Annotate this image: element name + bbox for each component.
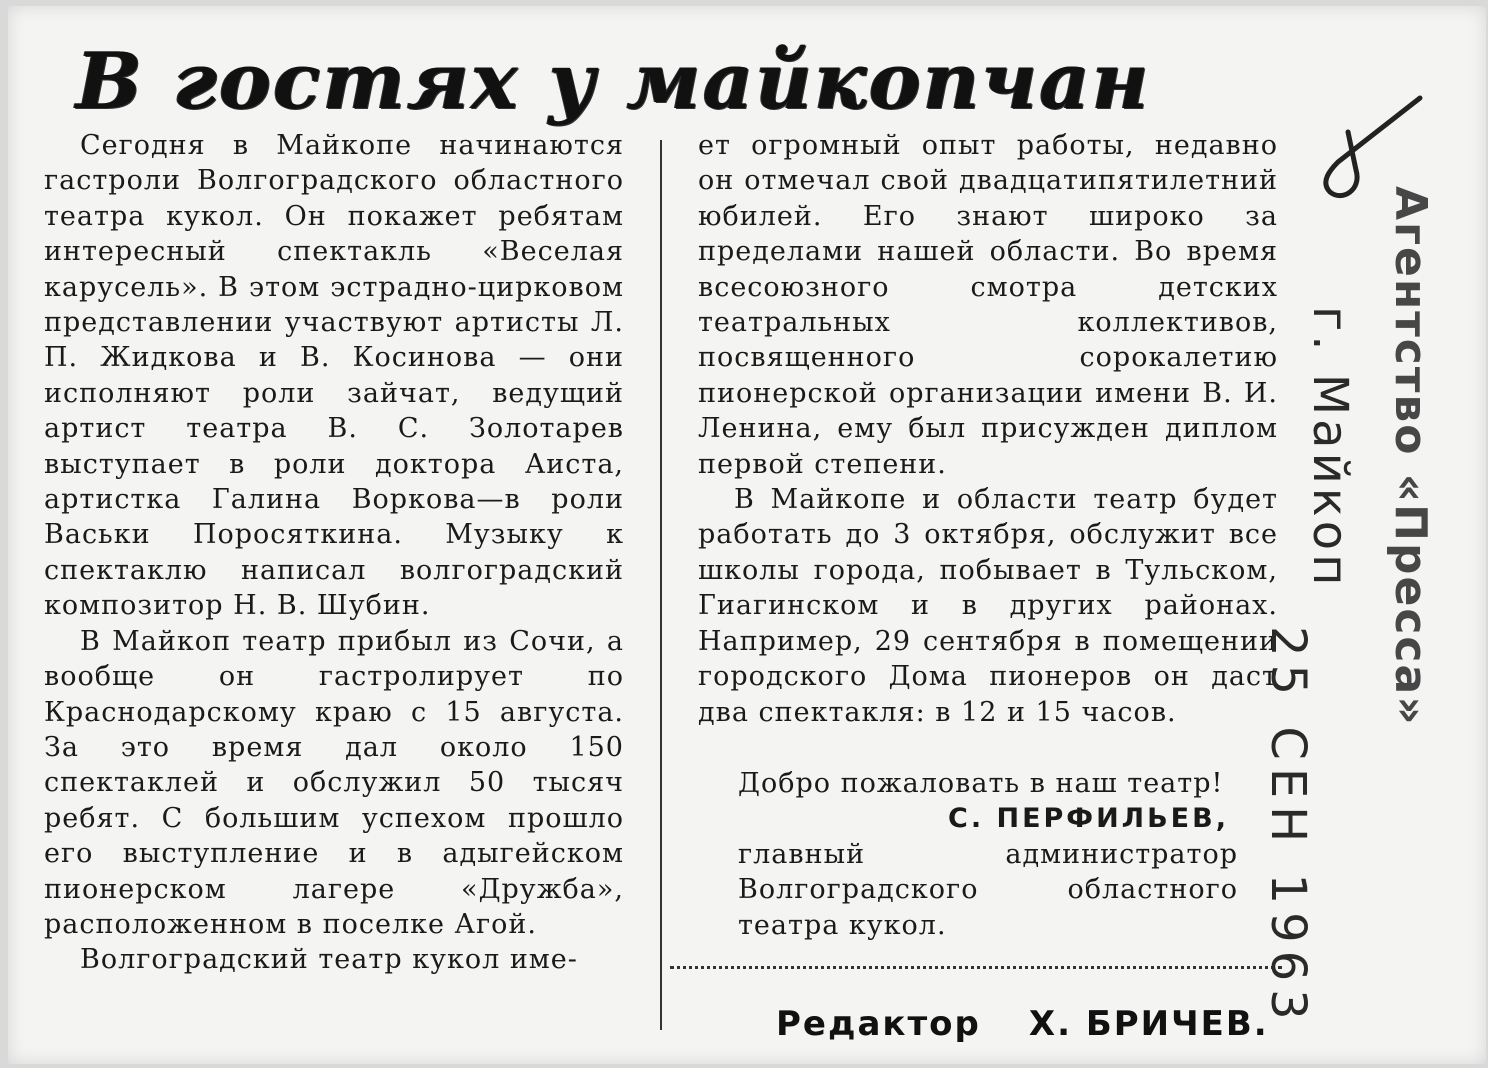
editor-name: Х. БРИЧЕВ. <box>1028 1004 1269 1044</box>
right-column <box>698 128 1278 730</box>
agency-stamp: Агентство «Пресса» <box>1385 186 1436 727</box>
editor-line <box>776 1002 1276 1046</box>
article-paragraph: Сегодня в Майкопе начинаются гастроли Волгоградского областного театра кукол. Он покажет ребятам интересный спектакль «Веселая карусель». В этом эстрадно-цирковом представлении участвуют артисты Л. П. Жидкова и В. Косинова — они исполняют роли зайчат, ведущий артист театра В. С. Золотарев выступает в роли доктора Аиста, артистка Галина Воркова—в роли Васьки Поросяткина. Музыку к спектаклю написал волгоградский композитор Н. В. Шубин. <box>44 130 624 622</box>
city-stamp: г. Майкоп <box>1302 306 1358 590</box>
newspaper-clipping <box>8 6 1486 1064</box>
editor-label: Редактор <box>776 1004 981 1044</box>
closing-greeting: Добро пожаловать в наш театр! <box>738 768 1224 799</box>
article-paragraph: В Майкопе и области театр будет работать до 3 октября, обслужит все школы города, побывает в Тульском, Гиагинском и в других районах. Например, 29 сентября в помещении городского Дома пионеров он даст два спектакля: в 12 и 15 часов. <box>698 484 1278 728</box>
date-stamp: 25 СЕН 1963 <box>1260 626 1316 1028</box>
author-name: С. ПЕРФИЛЬЕВ, <box>948 803 1229 835</box>
article-paragraph: В Майкоп театр прибыл из Сочи, а вообще он гастролирует по Краснодарскому краю с 15 августа. За это время дал около 150 спектаклей и обслужил 50 тысяч ребят. С большим успехом прошло его выступление и в адыгейском пионерском лагере «Дружба», расположенном в поселке Агой. <box>44 625 624 940</box>
left-column <box>44 128 624 978</box>
signature-block <box>698 766 1278 943</box>
dotted-rule <box>670 966 1282 969</box>
article-paragraph: Волгоградский театр кукол име- <box>80 944 578 976</box>
column-divider <box>660 140 662 1030</box>
article-headline: В гостях у майкопчан <box>76 36 1151 127</box>
article-paragraph: ет огромный опыт работы, недавно он отмечал свой двадцатипятилетний юбилей. Его знают широко за пределами нашей области. Во время всесоюзного смотра детских театральных коллективов, посвященного сорокалетию пионерской организации имени В. И. Ленина, ему был присужден диплом первой степени. <box>698 130 1278 480</box>
author-title: главный администратор Волгоградского областного театра кукол. <box>738 838 1238 941</box>
